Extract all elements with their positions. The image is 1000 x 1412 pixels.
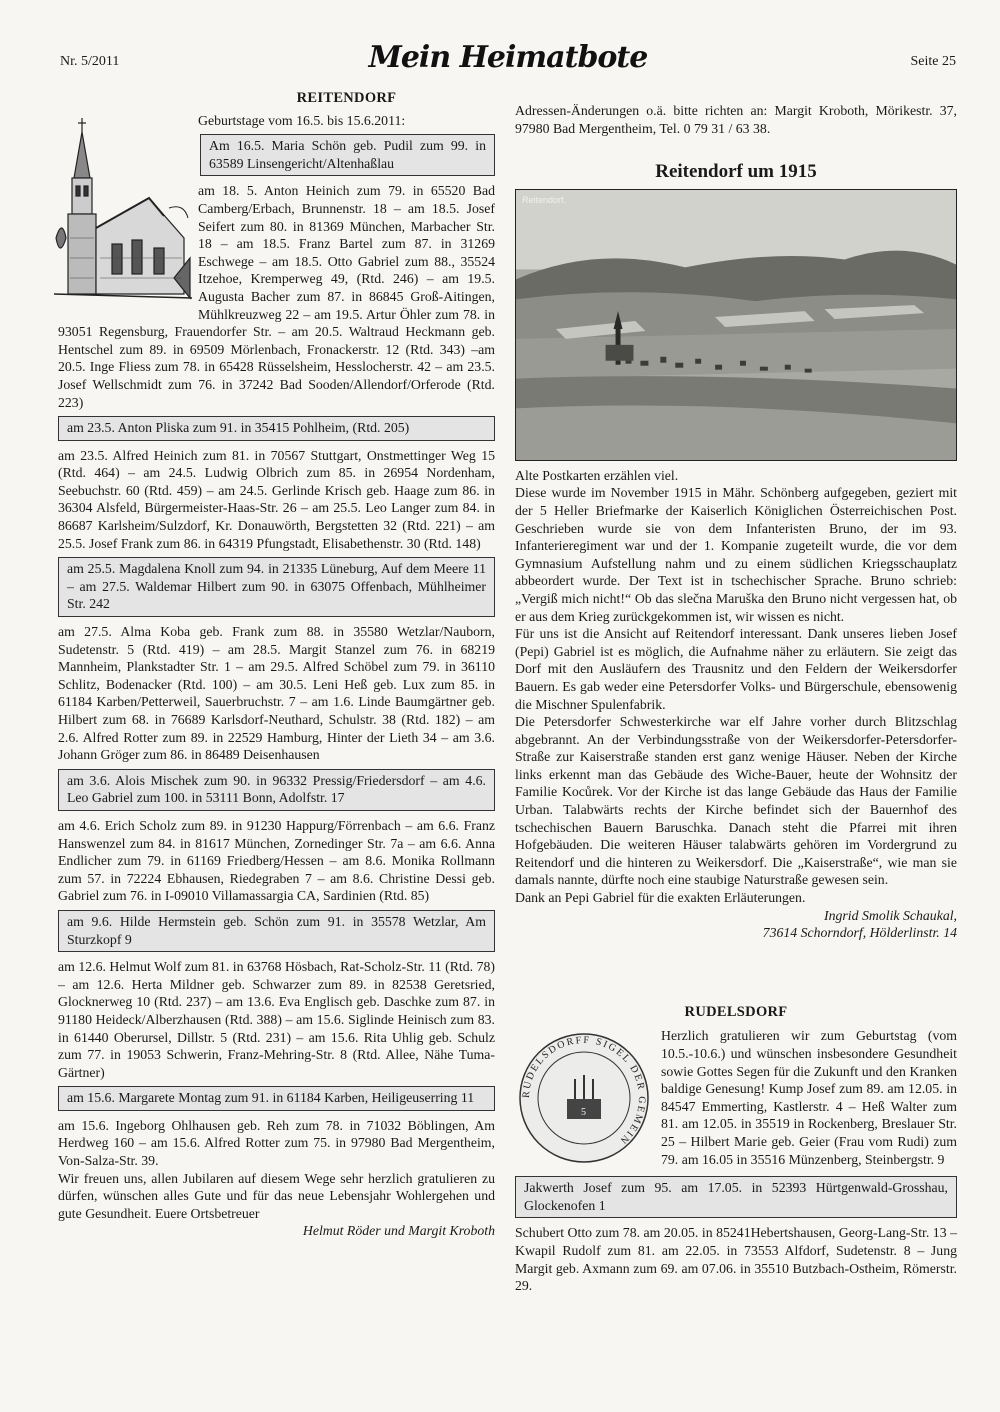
reitendorf-signature: Helmut Röder und Margit Kroboth [302, 1223, 495, 1239]
article-title: Reitendorf um 1915 [655, 161, 817, 183]
address-change-note: Adressen-Änderungen o.ä. bitte richten an: Margit Kroboth, Mörikestr. 37, 97980 Bad Mergentheim, Tel. 0 79 31 / 63 38. [515, 103, 957, 136]
page-header [60, 40, 956, 80]
article-lead: Alte Postkarten erzählen viel. [515, 467, 679, 483]
svg-text:5: 5 [581, 1107, 586, 1119]
article-paragraph-3: Die Petersdorfer Schwesterkirche war elf Jahre vorher durch Blitzschlag abgebrannt. An der Verbindungsstraße von der Weikersdorfer-Petersdorfer-Straße zur Kaiserstraße standen erst ganz wenige Häuser. Neben der Kirche links erkennt man das Gebäude des Wiche-Bauer, heute der Wohnsitz der Familie Kocůrek. Vor der Kirche ist das lange Gebäude das Haus der Familie Urban. Talabwärts rechts der Kirche befindet sich der Bauernhof des tschechischen Bauern Baruschka. Danach steht die Pfarrei mit ihren Hofgebäuden. Die weiteren Häuser talabwärts gehören im Vordergrund zu Reitendorf und die hinteren zu Weikersdorf. Die „Kaiserstraße“, wie man sie damals nannte, dürfte noch eine staubige Naturstraße gewesen sein. [515, 714, 957, 888]
right-column [515, 102, 957, 1295]
section-title-reitendorf: REITENDORF [296, 90, 397, 106]
section-title-rudelsdorf: RUDELSDORF [684, 1003, 788, 1020]
rudelsdorf-list: Schubert Otto zum 78. am 20.05. in 85241Hebertshausen, Georg-Lang-Str. 13 – Kwapil Rudolf zum 81. am 22.05. in 73553 Alfdorf, Sudetenstr. 8 – Jung Margit geb. Axmann zum 69. am 07.06. in 35510 Butzbach-Ostheim, Römerstr. 29. [515, 1225, 957, 1294]
article-paragraph-2: Für uns ist die Ansicht auf Reitendorf interessant. Dank unseres lieben Josef (Pepi) Gabriel ist es möglich, die Aufnahme näher zu erläutern. Sie zeigt das Dorf mit den Ausläufern des Trausnitz und den Feldern der Weikersdorfer Bauern. Es gab weder eine Petersdorfer Volks- und Bürgerschule, ebensowenig die Mischner Spulenfabrik. [515, 626, 957, 712]
issue-number: Nr. 5/2011 [60, 54, 120, 69]
article-paragraph-4: Dank an Pepi Gabriel für die exakten Erläuterungen. [515, 890, 806, 906]
birthday-list-5: am 12.6. Helmut Wolf zum 81. in 63768 Hösbach, Rat-Scholz-Str. 11 (Rtd. 78) – am 12.6. Herta Mildner geb. Schwarzer zum 89. in 82538 Geretsried, Glocknerweg 10 (Rtd. 237) – am 13.6. Eva Englisch geb. Daschke zum 87. in 91180 Heideck/Alberzhausen (Rtd. 388) – am 15.6. Siglinde Heinisch zum 83. in 61440 Oberursel, Dillstr. 5 (Rtd. 231) – am 15.6. Rita Uhlig geb. Schulz zum 77. in 19053 Schwerin, Franz-Mehring-Str. 8 (Rtd. Allee, Nähe Tuma-Gärtner) [58, 959, 495, 1080]
left-column [58, 90, 495, 1240]
closing-greeting: Wir freuen uns, allen Jubilaren auf diesem Wege sehr herzlich gratulieren zu dürfen, wünschen alles Gute und für das neue Lebensjahr Wohlergehen und gute Gesundheit. Euere Ortsbetreuer [58, 1170, 495, 1221]
birthday-list-1: am 18. 5. Anton Heinich zum 79. in 65520 Bad Camberg/Erbach, Brunnenstr. 18 – am 18.5. Josef Seifert zum 80. in 81369 München, Marbacher Str. 18 – am 18.5. Franz Bartel zum 87. in 31269 Eschwege – am 18.5. Otto Gabriel zum 88., 35524 Itzehoe, Kremperweg 49, (Rtd. 246) – am 19.5. Augusta Bacher zum 87. in 86845 Groß-Aitingen, Mühlkreuzweg 22 – am 19.5. Artur Öhler zum 78. in 93051 Regensburg, Frauendorfer Str. – am 20.5. Waltraud Heckmann geb. Hentschel zum 89. in 69509 Mörlenbach, Fronackerstr. 12 (Rtd. 343) –am 20.5. Inge Fliess zum 78. in 65428 Rüsselsheim, Hesslocherstr. 42 – am 23.5. Josef Wellschmidt zum 76. in 37242 Bad Sooden/Allendorf/Orferode (Rtd. 223) [58, 183, 495, 410]
birthday-list-6: am 15.6. Ingeborg Ohlhausen geb. Reh zum 78. in 71032 Böblingen, Am Herdweg 160 – am 15.6. Alfred Rotter zum 75. in 97980 Bad Mergentheim, Von-Salza-Str. 39. [58, 1117, 495, 1169]
birthday-list-3: am 27.5. Alma Koba geb. Frank zum 88. in 35580 Wetzlar/Nauborn, Sudetenstr. 5 (Rtd. 419) – am 28.5. Margit Stanzel zum 76. in 68219 Mannheim, Plankstadter Str. 1 – am 29.5. Alfred Schöbel zum 79. in 36110 Schlitz, Bodenacker (Rtd. 100) – am 30.5. Leni Heß geb. Lux zum 85. in 61184 Karben/Petterweil, Sauerbruchstr. 7 – am 1.6. Linde Baumgärtner geb. Hilbert zum 68. in 76689 Karlsdorf-Neuthard, Schulstr. 38 (Rtd. 182) – am 2.6. Alfred Rotter zum 89. in 22529 Hamburg, Hinter der Lieth 34 – am 3.6. Johann Gröger zum 86. in 86489 Deisenhausen [58, 624, 495, 763]
birthday-list-4: am 4.6. Erich Scholz zum 89. in 91230 Happurg/Förrenbach – am 6.6. Franz Hanswenzel zum 84. in 81617 München, Zornedinger Str. 7a – am 6.6. Anna Endlicher zum 79. in 61169 Friedberg/Hessen – am 8.6. Monika Rollmann zum 57. in 72224 Ebhausen, Riedegraben 7 – am 8.6. Christine Dessi geb. Gabriel zum 76. in I-09010 Villamassargia CA, Sardinien (Rtd. 85) [58, 817, 495, 904]
article-paragraph-1: Diese wurde im November 1915 in Mähr. Schönberg aufgegeben, geziert mit der 5 Heller Briefmarke der Kaiserlich Königlichen Österreichischen Post. Geschrieben wurde sie von dem Infanteristen Bruno, der im 93. Infanterieregiment war und der 1. Kompanie zugeteilt wurde, die vor dem Gymnasium Aufstellung nahm und zu einem südlichen Kriegsschauplatz abbeordert wurde. Der Text ist in tschechischer Sprache. Bruno schrieb: „Vergiß mich nicht!“ Ob das slečna Maruška den Bruno nicht vergessen hat, ob er aus dem Krieg zurückgekommen ist, wir wissen es nicht. [515, 485, 957, 624]
church-drawing [54, 108, 192, 308]
village-landscape-image [516, 190, 956, 460]
rudelsdorf-greeting: Herzlich gratulieren wir zum Geburtstag (vom 10.5.-10.6.) und wünschen insbesondere Gesundheit sowie Gottes Segen für die Zukunft und den Kranken baldige Genesung! Kump Josef zum 89. am 12.05. in 84547 Emmerting, Kastlerstr. 4 – Heß Walter zum 81. am 12.05. in 35519 in Rockenberg, Breslauer Str. 25 – Hilbert Marie geb. Geier (Frau vom Rudi) zum 79. am 16.05 in 35516 Münzenberg, Steinbergstr. 9 [661, 1028, 957, 1167]
page-number: Seite 25 [910, 54, 956, 69]
birthday-box-5: am 9.6. Hilde Hermstein geb. Schön zum 91. in 35578 Wetzlar, Am Sturzkopf 9 [58, 910, 495, 952]
reitendorf-subtitle: Geburtstage vom 16.5. bis 15.6.2011: [198, 112, 406, 128]
rudelsdorf-seal [515, 1029, 653, 1167]
birthday-list-2: am 23.5. Alfred Heinich zum 81. in 70567 Stuttgart, Onstmettinger Weg 15 (Rtd. 464) – am 24.5. Ludwig Olbrich zum 85. in 26954 Nordenham, Seebuchstr. 60 (Rtd. 459) – am 24.5. Gerlinde Krisch geb. Haage zum 86. in 36304 Alsfeld, Bürgermeister-Haas-Str. 26 – am 25.5. Leo Langer zum 84. in 86687 Karlsheim/Sulzdorf, Kr. Donauwörth, Bergstetten 32 (Rtd. 221) – am 25.5. Josef Frank zum 86. in 64319 Pfungstadt, Elisabethenstr. 30 (Rtd. 148) [58, 447, 495, 551]
seal-text: RUDELSDORFF SIGEL DER GEMEIN [520, 1035, 648, 1148]
postcard-photo [515, 189, 957, 461]
seal-icon [515, 1029, 653, 1167]
postcard-stamp-text: Reitendorf. [522, 194, 567, 205]
article-author-address: 73614 Schorndorf, Hölderlinstr. 14 [762, 925, 957, 941]
rudelsdorf-box: Jakwerth Josef zum 95. am 17.05. in 52393 Hürtgenwald-Grosshau, Glockenofen 1 [515, 1176, 957, 1218]
article-author: Ingrid Smolik Schaukal, [824, 907, 957, 923]
birthday-box-1: Am 16.5. Maria Schön geb. Pudil zum 99. in 63589 Linsengericht/Altenhaßlau [200, 134, 495, 176]
birthday-box-6: am 15.6. Margarete Montag zum 91. in 61184 Karben, Heiligeuserring 11 [58, 1086, 495, 1111]
birthday-box-4: am 3.6. Alois Mischek zum 90. in 96332 Pressig/Friedersdorf – am 4.6. Leo Gabriel zum 100. in 53111 Bonn, Adolfstr. 17 [58, 769, 495, 811]
church-illustration [54, 108, 192, 308]
birthday-box-3: am 25.5. Magdalena Knoll zum 94. in 21335 Lüneburg, Auf dem Meere 11 – am 27.5. Waldemar Hilbert zum 90. in 63075 Offenbach, Mühlheimer Str. 242 [58, 557, 495, 617]
masthead-logo: Mein Heimatbote [368, 40, 648, 75]
birthday-box-2: am 23.5. Anton Pliska zum 91. in 35415 Pohlheim, (Rtd. 205) [58, 416, 495, 441]
